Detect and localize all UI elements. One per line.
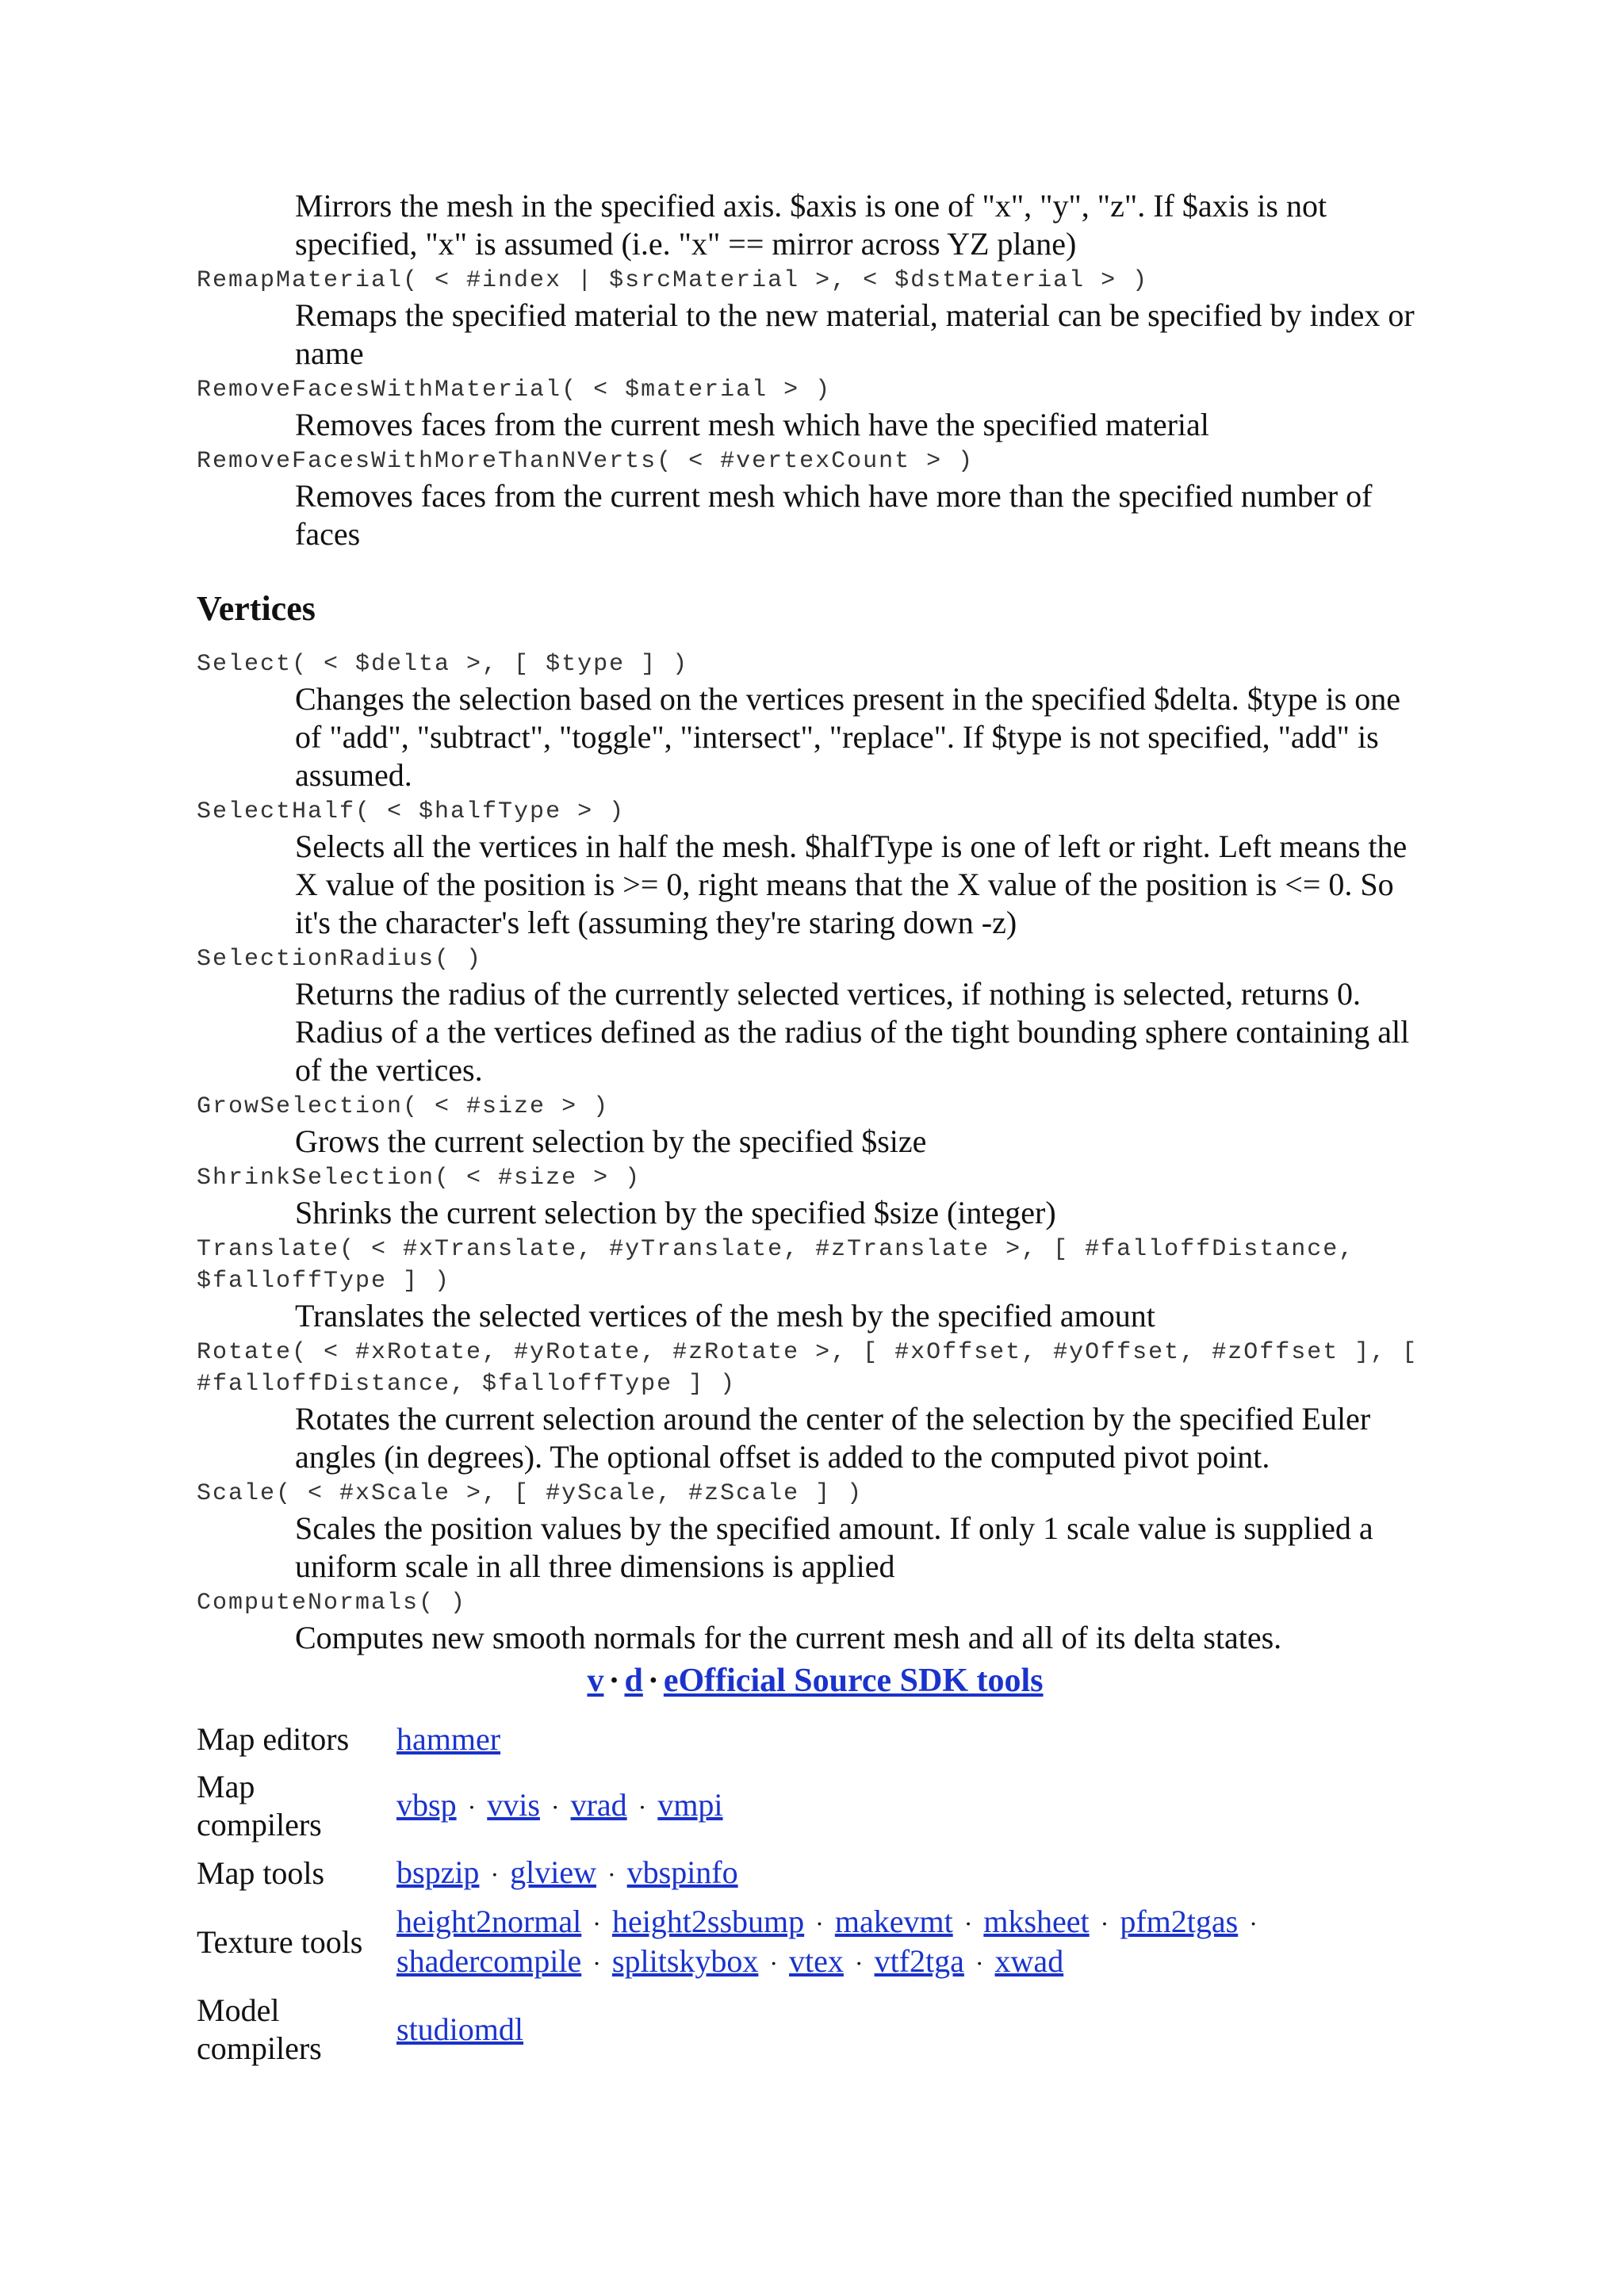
entry-remap-material <box>197 265 1434 373</box>
tool-link[interactable]: glview <box>510 1854 596 1890</box>
entry-remove-faces-with-material <box>197 374 1434 444</box>
separator: · <box>490 1860 500 1888</box>
entry-description: Returns the radius of the currently selected vertices, if nothing is selected, returns 0. Radius of a the vertices defined as the radius of the tight bounding sphere containing all of the vertices. <box>295 976 1410 1088</box>
tool-link[interactable]: splitskybox <box>611 1943 759 1979</box>
tool-link[interactable]: hammer <box>396 1721 501 1757</box>
tool-link[interactable]: vtf2tga <box>874 1943 964 1979</box>
navbox-row <box>197 1849 1269 1898</box>
entry-remove-faces-more-than-n-verts <box>197 446 1434 553</box>
entry-description: Shrinks the current selection by the specified $size (integer) <box>295 1195 1056 1230</box>
separator: · <box>963 1909 973 1938</box>
tool-link[interactable]: vvis <box>487 1787 540 1823</box>
navbox-group-links <box>396 1716 1269 1763</box>
separator: · <box>607 1860 616 1888</box>
tool-link[interactable]: vrad <box>570 1787 627 1823</box>
entry-shrink-selection <box>197 1162 1434 1232</box>
navbox-group-label: Texture tools <box>197 1924 363 1960</box>
separator: · <box>854 1949 864 1977</box>
navbox-discuss-link[interactable]: d <box>624 1663 643 1699</box>
entry-description: Selects all the vertices in half the mesh. $halfType is one of left or right. Left means the X value of the position is >= 0, right means that the X value of the position is <= 0. So it's the character's left (assuming they're staring down -z) <box>295 828 1408 940</box>
entry-compute-normals <box>197 1587 1434 1657</box>
tool-link[interactable]: height2normal <box>396 1904 582 1939</box>
tool-link[interactable]: vbsp <box>396 1787 457 1823</box>
navbox-group-links <box>396 1987 1269 2072</box>
tool-link[interactable]: bspzip <box>396 1854 480 1890</box>
function-signature: ComputeNormals( ) <box>197 1590 467 1617</box>
section-heading-vertices: Vertices <box>197 589 316 628</box>
navbox-group-links <box>396 1849 1269 1898</box>
entry-description: Computes new smooth normals for the current mesh and all of its delta states. <box>295 1620 1282 1655</box>
separator: · <box>1100 1909 1109 1938</box>
separator: · <box>592 1949 601 1977</box>
tool-link[interactable]: pfm2tgas <box>1120 1904 1239 1939</box>
entry-select <box>197 649 1434 794</box>
entry-description: Grows the current selection by the specified $size <box>295 1123 927 1159</box>
entry-scale <box>197 1478 1434 1586</box>
vertices-entries <box>197 649 1434 1657</box>
entry-description: Rotates the current selection around the center of the selection by the specified Euler angles (in degrees). The optional offset is added to the computed pivot point. <box>295 1401 1371 1475</box>
separator: · <box>769 1949 779 1977</box>
function-signature: RemoveFacesWithMoreThanNVerts( < #vertexCount > ) <box>197 448 975 475</box>
separator: · <box>815 1909 824 1938</box>
entry-grow-selection <box>197 1091 1434 1161</box>
entry-description: Changes the selection based on the vertices present in the specified $delta. $type is one of "add", "subtract", "toggle", "intersect", "replace". If $type is not specified, "add" is assumed. <box>295 681 1401 793</box>
navbox-row <box>197 1987 1269 2072</box>
entry-translate <box>197 1234 1434 1335</box>
navbox-view-link[interactable]: v <box>587 1663 604 1699</box>
function-signature: RemapMaterial( < #index | $srcMaterial >, < $dstMaterial > ) <box>197 267 1149 294</box>
navbox-group-label <box>197 1763 396 1849</box>
tool-link[interactable]: studiomdl <box>396 2011 524 2047</box>
tool-link[interactable]: shadercompile <box>396 1943 582 1979</box>
navbox-edit-link[interactable]: e <box>663 1663 679 1699</box>
entry-description: Translates the selected vertices of the mesh by the specified amount <box>295 1298 1155 1334</box>
navbox-title-link[interactable]: Official Source SDK tools <box>678 1663 1044 1699</box>
entry-description: Removes faces from the current mesh which have the specified material <box>295 407 1209 442</box>
tool-link[interactable]: vmpi <box>657 1787 723 1823</box>
function-signature: Translate( < #xTranslate, #yTranslate, #zTranslate >, [ #falloffDistance, $falloffType ] ) <box>197 1236 1371 1295</box>
document-page <box>197 187 1434 2072</box>
function-signature: RemoveFacesWithMaterial( < $material > ) <box>197 377 832 404</box>
entry-description: Scales the position values by the specified amount. If only 1 scale value is supplied a uniform scale in all three dimensions is applied <box>295 1510 1373 1584</box>
entry-selection-radius <box>197 943 1434 1089</box>
tool-link[interactable]: vbspinfo <box>626 1854 738 1890</box>
function-signature: Scale( < #xScale >, [ #yScale, #zScale ] ) <box>197 1480 864 1507</box>
entry-description: Removes faces from the current mesh which have more than the specified number of faces <box>295 478 1373 552</box>
tool-link[interactable]: height2ssbump <box>611 1904 805 1939</box>
navbox-group-links <box>396 1763 1269 1849</box>
separator: · <box>608 1663 620 1699</box>
function-signature: GrowSelection( < #size > ) <box>197 1093 610 1120</box>
navbox-title <box>197 1660 1434 1701</box>
function-signature: SelectHalf( < $halfType > ) <box>197 798 626 825</box>
navbox-group-label: Map editors <box>197 1721 350 1757</box>
group-label-text: Map compilers <box>197 1769 322 1843</box>
top-entries <box>197 187 1434 553</box>
entry-select-half <box>197 796 1434 942</box>
function-signature: ShrinkSelection( < #size > ) <box>197 1165 642 1192</box>
separator: · <box>592 1909 601 1938</box>
function-signature: Rotate( < #xRotate, #yRotate, #zRotate >, [ #xOffset, #yOffset, #zOffset ], [ #falloffDistance, $falloffType ] ) <box>197 1339 1434 1398</box>
separator: · <box>638 1793 647 1821</box>
separator: · <box>647 1663 659 1699</box>
separator: · <box>975 1949 984 1977</box>
separator: · <box>467 1793 477 1821</box>
separator: · <box>1249 1909 1258 1938</box>
navbox-table <box>197 1716 1269 2072</box>
separator: · <box>550 1793 560 1821</box>
navbox-group-label: Map tools <box>197 1855 325 1891</box>
tool-link[interactable]: xwad <box>994 1943 1064 1979</box>
navbox-group-links <box>396 1898 1269 1987</box>
tool-link[interactable]: makevmt <box>834 1904 953 1939</box>
navbox-group-label: Model compilers <box>197 1992 322 2066</box>
entry-description: Remaps the specified material to the new material, material can be specified by index or name <box>295 297 1415 371</box>
function-signature: SelectionRadius( ) <box>197 946 483 973</box>
tool-link[interactable]: vtex <box>789 1943 844 1979</box>
tool-link[interactable]: mksheet <box>983 1904 1090 1939</box>
function-signature: Select( < $delta >, [ $type ] ) <box>197 651 689 678</box>
navbox-row <box>197 1898 1269 1987</box>
entry-rotate <box>197 1337 1434 1476</box>
navbox-row <box>197 1716 1269 1763</box>
navbox-row <box>197 1763 1269 1849</box>
entry-description: Mirrors the mesh in the specified axis. $axis is one of "x", "y", "z". If $axis is not specified, "x" is assumed (i.e. "x" == mirror across YZ plane) <box>295 188 1327 262</box>
